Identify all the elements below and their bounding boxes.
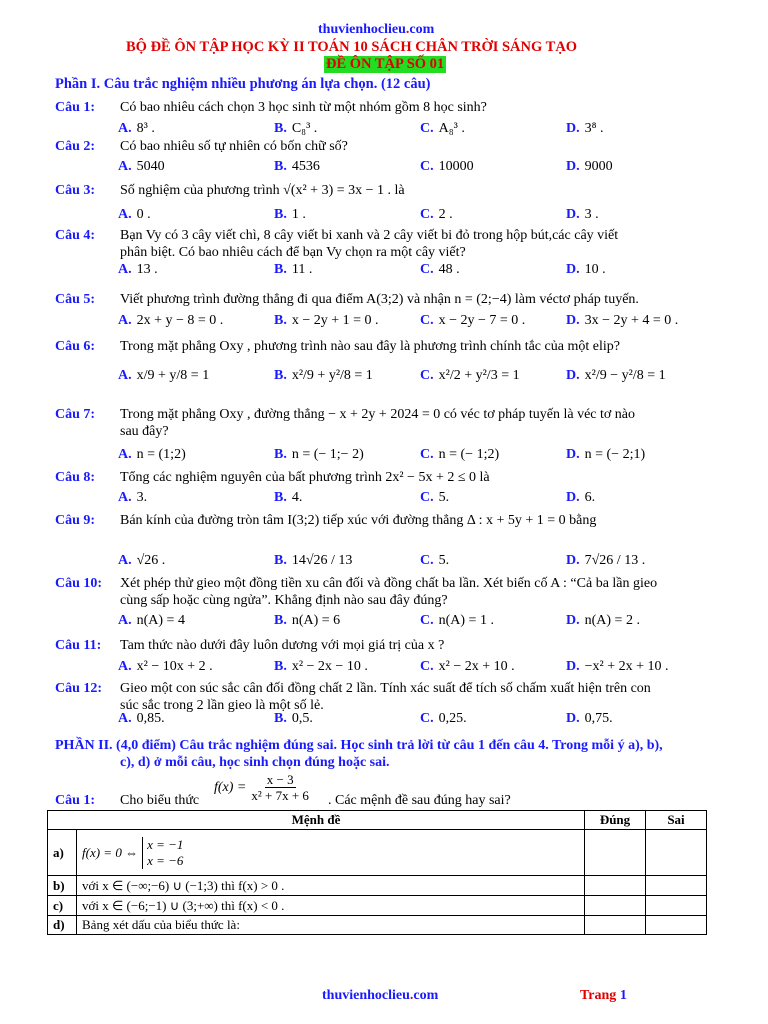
page-number: 1 <box>619 988 627 1003</box>
answer-option[interactable] <box>566 553 645 569</box>
true-cell[interactable] <box>585 876 646 896</box>
answer-option[interactable] <box>274 313 379 329</box>
option-letter: C. <box>420 711 434 726</box>
answer-option[interactable] <box>420 207 453 223</box>
option-value: n(A) = 1 . <box>438 613 494 628</box>
option-letter: A. <box>118 613 132 628</box>
option-letter: A. <box>118 711 132 726</box>
option-value: 0,85. <box>136 711 165 726</box>
answer-option[interactable] <box>566 262 606 278</box>
option-value: 0,75. <box>584 711 613 726</box>
question-label: Câu 8: <box>55 470 96 485</box>
true-false-table <box>47 810 707 935</box>
option-value: x²/9 + y²/8 = 1 <box>291 368 373 383</box>
option-letter: A. <box>118 659 132 674</box>
option-letter: B. <box>274 613 287 628</box>
option-value: 0 . <box>136 207 151 222</box>
question-label: Câu 9: <box>55 513 96 528</box>
question-text: Tổng các nghiệm nguyên của bất phương trình 2x² − 5x + 2 ≤ 0 là <box>120 470 490 485</box>
header-false: Sai <box>646 811 707 830</box>
option-value: x² − 10x + 2 . <box>136 659 213 674</box>
row-statement: với x ∈ (−∞;−6) ∪ (−1;3) thì f(x) > 0 . <box>77 876 585 896</box>
option-value: C₈³ . <box>291 121 318 136</box>
part2-q1-formula <box>214 772 311 803</box>
formula-lhs: f(x) = <box>214 779 247 795</box>
option-letter: C. <box>420 659 434 674</box>
option-value: 1 . <box>291 207 306 222</box>
site-name[interactable] <box>318 22 434 38</box>
false-cell[interactable] <box>646 830 707 876</box>
table-header-row <box>48 811 707 830</box>
option-value: n = (− 1;− 2) <box>291 447 364 462</box>
option-value: n(A) = 4 <box>136 613 185 628</box>
row-statement: Bảng xét dấu của biểu thức là: <box>77 916 585 935</box>
option-letter: D. <box>566 711 580 726</box>
answer-option[interactable] <box>566 613 640 629</box>
question-text-continued: sau đây? <box>120 424 169 439</box>
option-value: n = (− 2;1) <box>584 447 646 462</box>
part2-heading-line2: c), d) ở mỗi câu, học sinh chọn đúng hoặc sai. <box>120 755 390 770</box>
option-value: n = (− 1;2) <box>438 447 500 462</box>
option-letter: B. <box>274 368 287 383</box>
answer-option[interactable] <box>420 613 494 629</box>
answer-option[interactable] <box>274 490 302 506</box>
option-value: √26 . <box>136 553 166 568</box>
option-value: x² − 2x − 10 . <box>291 659 368 674</box>
option-value: 4. <box>291 490 303 505</box>
question-label: Câu 7: <box>55 407 96 422</box>
table-row <box>48 876 707 896</box>
answer-option[interactable] <box>118 313 223 329</box>
row-key: b) <box>48 876 77 896</box>
row-statement <box>77 830 585 876</box>
option-letter: D. <box>566 121 580 136</box>
row-key: a) <box>48 830 77 876</box>
question-label: Câu 6: <box>55 339 96 354</box>
option-letter: A. <box>118 490 132 505</box>
answer-option[interactable] <box>274 262 312 278</box>
site-name-dot: . <box>405 22 410 37</box>
option-value: x²/9 − y²/8 = 1 <box>584 368 666 383</box>
option-value: 8³ . <box>136 121 155 136</box>
question-text: Có bao nhiêu cách chọn 3 học sinh từ một nhóm gồm 8 học sinh? <box>120 100 487 115</box>
option-value: n(A) = 6 <box>291 613 341 628</box>
option-value: −x² + 2x + 10 . <box>584 659 669 674</box>
answer-option[interactable] <box>274 659 368 675</box>
document-title: BỘ ĐỀ ÔN TẬP HỌC KỲ II TOÁN 10 SÁCH CHÂN TRỜI SÁNG TẠO <box>126 39 578 55</box>
option-letter: B. <box>274 159 287 174</box>
answer-option[interactable] <box>566 121 604 137</box>
option-letter: C. <box>420 447 434 462</box>
false-cell[interactable] <box>646 916 707 935</box>
answer-option[interactable] <box>118 659 213 675</box>
question-text-continued: cùng sấp hoặc cùng ngửa”. Khẳng định nào sau đây đúng? <box>120 593 448 608</box>
answer-option[interactable] <box>118 121 155 137</box>
footer-site-main: thuvienhoclieu <box>322 988 410 1003</box>
option-letter: D. <box>566 262 580 277</box>
site-name-tld: com <box>409 22 435 37</box>
answer-option[interactable] <box>420 368 520 384</box>
option-letter: D. <box>566 613 580 628</box>
document-subtitle: ĐỀ ÔN TẬP SỐ 01 <box>326 56 445 72</box>
option-value: 3 . <box>584 207 599 222</box>
option-value: 10000 <box>438 159 474 174</box>
option-letter: C. <box>420 207 434 222</box>
header-true: Đúng <box>585 811 646 830</box>
option-letter: D. <box>566 159 580 174</box>
option-value: 2 . <box>438 207 453 222</box>
option-value: 5. <box>438 553 450 568</box>
question-label: Câu 5: <box>55 292 96 307</box>
option-value: 10 . <box>584 262 606 277</box>
site-name-main: thuvienhoclieu <box>318 22 406 37</box>
true-cell[interactable] <box>585 896 646 916</box>
option-value: x − 2y − 7 = 0 . <box>438 313 526 328</box>
option-letter: B. <box>274 490 287 505</box>
question-text: Trong mặt phẳng Oxy , đường thẳng − x + 2y + 2024 = 0 có véc tơ pháp tuyến là véc tơ nào <box>120 407 636 422</box>
true-cell[interactable] <box>585 916 646 935</box>
true-cell[interactable] <box>585 830 646 876</box>
answer-option[interactable] <box>566 207 599 223</box>
question-label: Câu 1: <box>55 100 96 115</box>
option-letter: D. <box>566 553 580 568</box>
option-letter: B. <box>274 447 287 462</box>
answer-option[interactable] <box>274 159 320 175</box>
part2-q1-text-after: . Các mệnh đề sau đúng hay sai? <box>328 793 511 808</box>
option-letter: D. <box>566 447 580 462</box>
option-letter: D. <box>566 313 580 328</box>
option-value: 3. <box>136 490 148 505</box>
answer-option[interactable] <box>566 313 678 329</box>
option-value: 6. <box>584 490 596 505</box>
row-key: c) <box>48 896 77 916</box>
option-letter: B. <box>274 711 287 726</box>
option-value: A₈³ . <box>438 121 465 136</box>
answer-option[interactable] <box>420 313 525 329</box>
option-letter: D. <box>566 368 580 383</box>
answer-option[interactable] <box>274 207 306 223</box>
option-letter: A. <box>118 368 132 383</box>
question-text: Viết phương trình đường thẳng đi qua điểm A(3;2) và nhận n = (2;−4) làm véctơ pháp tuyến. <box>120 292 639 307</box>
answer-option[interactable] <box>420 447 499 463</box>
answer-option[interactable] <box>274 447 364 463</box>
question-text-continued: súc sắc trong 2 lần gieo là một số lẻ. <box>120 698 324 713</box>
row-key: d) <box>48 916 77 935</box>
formula-fraction <box>249 772 311 803</box>
part2-heading-line1 <box>55 738 663 754</box>
option-letter: C. <box>420 121 434 136</box>
answer-option[interactable] <box>274 368 373 384</box>
footer-site-dot: . <box>409 988 414 1003</box>
option-value: 2x + y − 8 = 0 . <box>136 313 224 328</box>
option-letter: B. <box>274 313 287 328</box>
part1-heading: Phần I. Câu trắc nghiệm nhiều phương án lựa chọn. (12 câu) <box>55 76 431 92</box>
row-a-lhs: f(x) = 0 ⇔ <box>82 844 139 860</box>
option-letter: C. <box>420 368 434 383</box>
question-text: Bạn Vy có 3 cây viết chì, 8 cây viết bi xanh và 2 cây viết bi đỏ trong hộp bút,các cây viết <box>120 228 619 243</box>
option-letter: C. <box>420 613 434 628</box>
option-value: n = (1;2) <box>136 447 186 462</box>
answer-option[interactable] <box>118 490 147 506</box>
option-letter: C. <box>420 313 434 328</box>
option-value: 11 . <box>291 262 313 277</box>
option-letter: D. <box>566 207 580 222</box>
option-letter: D. <box>566 659 580 674</box>
option-value: 3⁸ . <box>584 121 604 136</box>
answer-option[interactable] <box>420 553 449 569</box>
option-letter: D. <box>566 490 580 505</box>
option-letter: A. <box>118 207 132 222</box>
header-statement: Mệnh đề <box>48 811 585 830</box>
answer-option[interactable] <box>274 121 317 137</box>
footer-site-name[interactable] <box>322 988 438 1004</box>
option-letter: B. <box>274 121 287 136</box>
question-text-continued: phân biệt. Có bao nhiêu cách để bạn Vy chọn ra một cây viết? <box>120 245 466 260</box>
answer-option[interactable] <box>420 659 515 675</box>
answer-option[interactable] <box>118 553 165 569</box>
page-label: Trang <box>580 988 617 1003</box>
option-letter: A. <box>118 553 132 568</box>
option-letter: A. <box>118 262 132 277</box>
page-indicator <box>580 988 627 1004</box>
option-letter: B. <box>274 262 287 277</box>
option-value: 13 . <box>136 262 158 277</box>
question-label: Câu 12: <box>55 681 103 696</box>
answer-option[interactable] <box>566 711 613 727</box>
option-value: x²/2 + y²/3 = 1 <box>438 368 520 383</box>
question-text: Trong mặt phẳng Oxy , phương trình nào sau đây là phương trình chính tắc của một elip? <box>120 339 620 354</box>
option-value: 5. <box>438 490 450 505</box>
answer-option[interactable] <box>420 262 460 278</box>
answer-option[interactable] <box>118 207 151 223</box>
answer-option[interactable] <box>118 262 158 278</box>
question-label: Câu 11: <box>55 638 102 653</box>
option-letter: A. <box>118 447 132 462</box>
option-value: 14√26 / 13 <box>291 553 353 568</box>
row-a-cases <box>142 837 183 869</box>
question-label: Câu 4: <box>55 228 96 243</box>
answer-option[interactable] <box>118 711 165 727</box>
answer-option[interactable] <box>420 159 474 175</box>
false-cell[interactable] <box>646 896 707 916</box>
answer-option[interactable] <box>118 368 209 384</box>
answer-option[interactable] <box>566 490 595 506</box>
option-letter: C. <box>420 490 434 505</box>
part2-q1-text-before: Cho biểu thức <box>120 793 200 808</box>
false-cell[interactable] <box>646 876 707 896</box>
option-value: 3x − 2y + 4 = 0 . <box>584 313 679 328</box>
option-letter: A. <box>118 159 132 174</box>
question-label: Câu 10: <box>55 576 103 591</box>
option-value: x² − 2x + 10 . <box>438 659 515 674</box>
option-letter: A. <box>118 313 132 328</box>
row-a-case1: x = −1 <box>147 836 184 852</box>
footer-site-tld: com <box>413 988 439 1003</box>
option-letter: C. <box>420 553 434 568</box>
row-a-case2: x = −6 <box>147 852 184 868</box>
option-letter: C. <box>420 262 434 277</box>
option-letter: B. <box>274 659 287 674</box>
option-letter: B. <box>274 553 287 568</box>
option-letter: C. <box>420 159 434 174</box>
option-value: 48 . <box>438 262 460 277</box>
question-text: Xét phép thử gieo một đồng tiền xu cân đối và đồng chất ba lần. Xét biến cố A : “Cả ba lần gieo <box>120 576 658 591</box>
answer-option[interactable] <box>566 447 645 463</box>
answer-option[interactable] <box>274 711 313 727</box>
answer-option[interactable] <box>420 490 449 506</box>
part2-q1-label: Câu 1: <box>55 793 96 808</box>
formula-denominator: x² + 7x + 6 <box>251 788 309 803</box>
option-value: 5040 <box>136 159 165 174</box>
answer-option[interactable] <box>566 159 613 175</box>
option-value: 4536 <box>291 159 320 174</box>
answer-option[interactable] <box>118 447 186 463</box>
answer-option[interactable] <box>274 553 352 569</box>
answer-option[interactable] <box>566 368 666 384</box>
table-row <box>48 916 707 935</box>
table-row <box>48 896 707 916</box>
question-label: Câu 2: <box>55 139 96 154</box>
question-text: Tam thức nào dưới đây luôn dương với mọi giá trị của x ? <box>120 638 445 653</box>
option-value: 7√26 / 13 . <box>584 553 646 568</box>
table-row <box>48 830 707 876</box>
question-text: Bán kính của đường tròn tâm I(3;2) tiếp xúc với đường thẳng Δ : x + 5y + 1 = 0 bằng <box>120 513 597 528</box>
option-value: n(A) = 2 . <box>584 613 640 628</box>
option-value: x/9 + y/8 = 1 <box>136 368 210 383</box>
answer-option[interactable] <box>118 159 165 175</box>
part2-heading-text: PHẦN II. (4,0 điểm) Câu trắc nghiệm đúng sai. Học sinh trả lời từ câu 1 đến câu 4. Trong mỗi ý a), b), <box>55 738 663 753</box>
formula-numerator: x − 3 <box>266 772 294 787</box>
question-label: Câu 3: <box>55 183 96 198</box>
option-letter: B. <box>274 207 287 222</box>
option-value: 0,25. <box>438 711 467 726</box>
answer-option[interactable] <box>420 121 465 137</box>
answer-option[interactable] <box>420 711 467 727</box>
answer-option[interactable] <box>274 613 340 629</box>
option-value: x − 2y + 1 = 0 . <box>291 313 379 328</box>
option-value: 9000 <box>584 159 613 174</box>
question-text: Gieo một con súc sắc cân đối đồng chất 2 lần. Tính xác suất để tích số chấm xuất hiện trên con <box>120 681 651 696</box>
answer-option[interactable] <box>566 659 669 675</box>
row-statement: với x ∈ (−6;−1) ∪ (3;+∞) thì f(x) < 0 . <box>77 896 585 916</box>
answer-option[interactable] <box>118 613 185 629</box>
question-text: Có bao nhiêu số tự nhiên có bốn chữ số? <box>120 139 348 154</box>
question-text: Số nghiệm của phương trình √(x² + 3) = 3x − 1 . là <box>120 183 405 198</box>
option-letter: A. <box>118 121 132 136</box>
option-value: 0,5. <box>291 711 313 726</box>
